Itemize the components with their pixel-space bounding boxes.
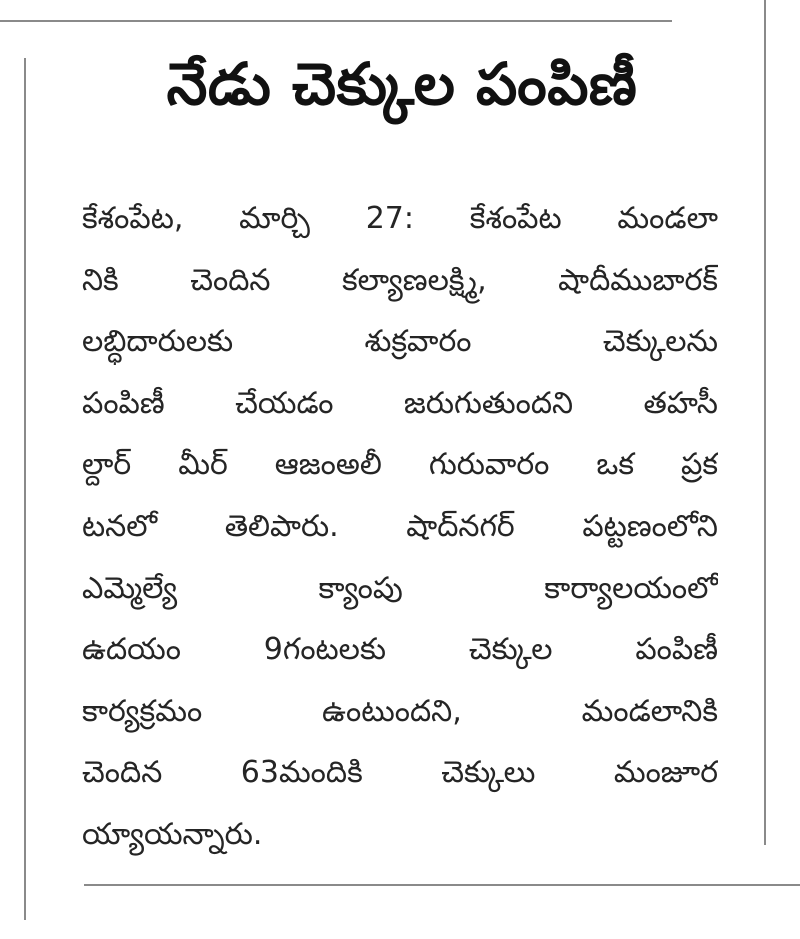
article-line-8: ఉదయం 9గంటలకు చెక్కుల పంపిణీ — [82, 632, 718, 668]
bottom-column-rule — [84, 884, 800, 886]
article-line-7: ఎమ్మెల్యే క్యాంపు కార్యాలయంలో — [82, 570, 718, 606]
article-body — [82, 188, 718, 866]
article-line-2: నికి చెందిన కల్యాణలక్ష్మి, షాదీముబారక్ — [82, 262, 718, 298]
article-line-6: టనలో తెలిపారు. షాద్‌నగర్ పట్టణంలోని — [82, 508, 718, 544]
article-line-1: కేశంపేట, మార్చి 27: కేశంపేట మండలా — [82, 201, 718, 236]
article-line-9: కార్యక్రమం ఉంటుందని, మండలానికి — [82, 693, 718, 729]
article-line-10: చెందిన 63మందికి చెక్కులు మంజూర — [82, 755, 718, 791]
article-line-5: ల్దార్ మీర్ ఆజంఅలీ గురువారం ఒక ప్రక — [82, 447, 718, 483]
article-line-4: పంపిణీ చేయడం జరుగుతుందని తహసీ — [82, 385, 718, 421]
article-line-3: లబ్ధిదారులకు శుక్రవారం చెక్కులను — [82, 324, 718, 360]
article-headline: నేడు చెక్కుల పంపిణీ — [166, 50, 638, 118]
top-column-rule — [0, 20, 672, 22]
right-column-rule — [764, 0, 766, 845]
article-line-11: య్యాయన్నారు. — [82, 816, 263, 852]
left-column-rule — [24, 58, 26, 920]
